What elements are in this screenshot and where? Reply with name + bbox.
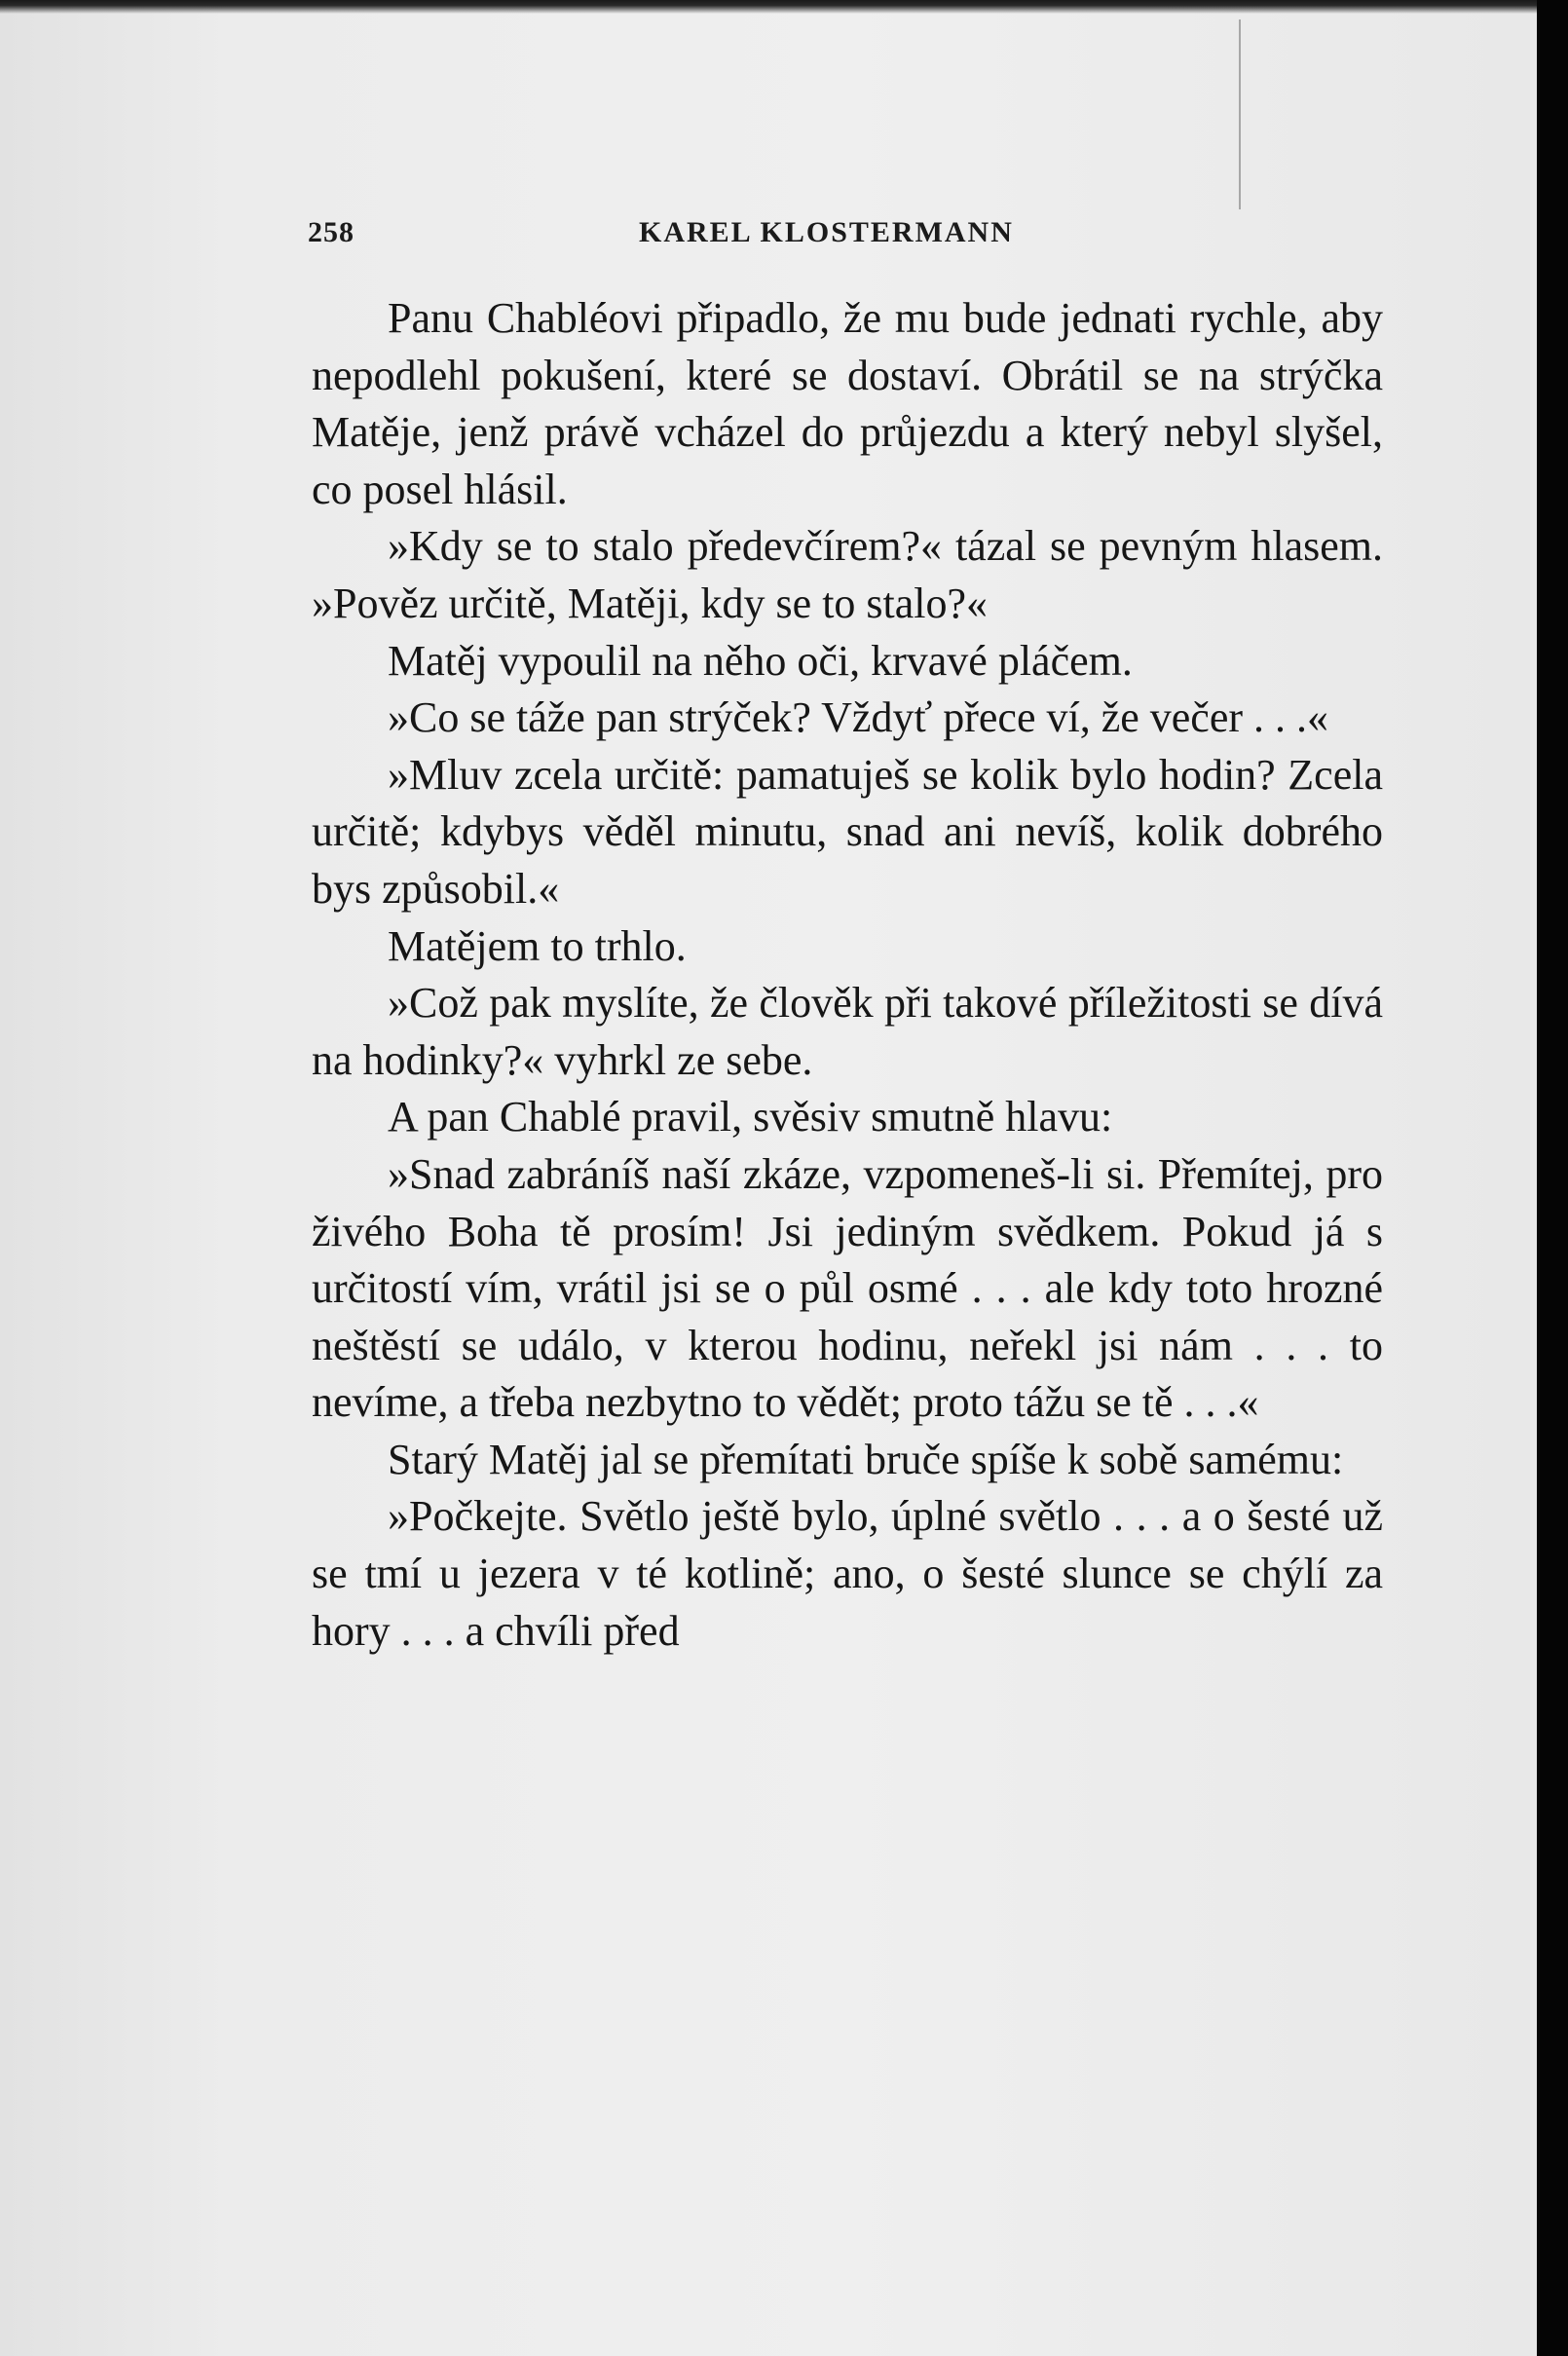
page-number: 258: [308, 216, 355, 248]
paragraph: Matějem to trhlo.: [388, 921, 687, 970]
paragraph: Matěj vypoulil na něho oči, krvavé pláčem.: [388, 636, 1133, 685]
paragraph: »Snad zabráníš naší zkáze, vzpomeneš-li si. Přemítej, pro živého Boha tě prosím! Jsi jediným svědkem. Pokud já s určitostí vím, vrátil jsi se o půl osmé . . . ale kdy toto hrozné neštěstí se událo, v kterou hodinu, neřekl jsi nám . . . to nevíme, a třeba nezbytno to vědět; proto tážu se tě . . .«: [312, 1149, 1383, 1427]
paragraph: »Co se táže pan strýček? Vždyť přece ví, že večer . . .«: [388, 693, 1329, 742]
page-top-edge-shadow: [0, 0, 1537, 14]
scan-right-border: [1537, 0, 1568, 2356]
body-text: [312, 290, 1383, 1660]
page-crease-mark: [1239, 19, 1241, 209]
paragraph: A pan Chablé pravil, svěsiv smutně hlavu:: [388, 1093, 1113, 1141]
paragraph: »Počkejte. Světlo ještě bylo, úplné světlo . . . a o šesté už se tmí u jezera v té kotlině; ano, o šesté slunce se chýlí za hory . . . a chvíli před: [312, 1492, 1383, 1655]
paragraph: »Což pak myslíte, že člověk při takové příležitosti se dívá na hodinky?« vyhrkl ze sebe.: [312, 979, 1383, 1084]
paragraph: »Kdy se to stalo předevčírem?« tázal se pevným hlasem. »Pověz určitě, Matěji, kdy se to stalo?«: [312, 522, 1383, 627]
paragraph: Panu Chabléovi připadlo, že mu bude jednati rychle, aby nepodlehl pokušení, které se dostaví. Obrátil se na strýčka Matěje, jenž právě vcházel do průjezdu a který nebyl slyšel, co posel hlásil.: [312, 294, 1383, 513]
running-head-author: KAREL KLOSTERMANN: [639, 216, 1014, 248]
paragraph: »Mluv zcela určitě: pamatuješ se kolik bylo hodin? Zcela určitě; kdybys věděl minutu, snad ani nevíš, kolik dobrého bys způsobil.«: [312, 750, 1383, 913]
page-header: [308, 216, 1389, 259]
paragraph: Starý Matěj jal se přemítati bruče spíše k sobě samému:: [388, 1435, 1344, 1483]
